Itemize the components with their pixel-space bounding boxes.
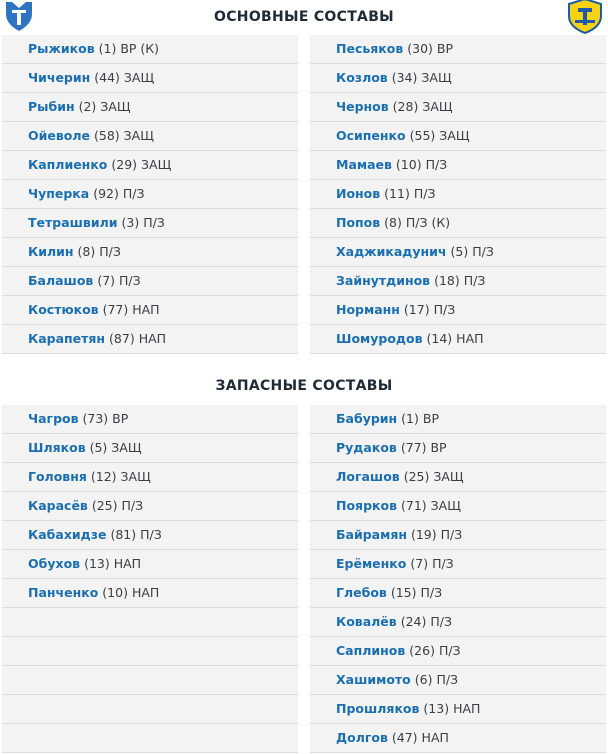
player-number: (3) — [121, 215, 140, 230]
player-position: П/З — [99, 244, 121, 259]
player-position: П/З — [119, 273, 141, 288]
player-position: П/З — [440, 527, 463, 542]
player-row — [310, 405, 606, 434]
player-number: (26) — [409, 643, 435, 658]
player-number: (24) — [400, 614, 427, 629]
player-position: П/З — [121, 498, 144, 513]
player-row — [310, 550, 606, 579]
player-position: П/З — [122, 186, 145, 201]
player-number: (12) — [90, 469, 117, 484]
player-row — [310, 151, 606, 180]
player-row — [2, 209, 298, 238]
player-row — [310, 724, 606, 753]
player-name-link[interactable]: Зайнутдинов — [336, 273, 431, 288]
player-position: ВР — [112, 411, 129, 426]
player-name-link[interactable]: Ойеволе — [28, 128, 90, 143]
player-position: П/З — [420, 585, 443, 600]
player-number: (10) — [102, 585, 128, 600]
player-row — [310, 521, 606, 550]
player-number: (14) — [426, 331, 453, 346]
player-position: П/З — [438, 643, 461, 658]
player-number: (34) — [391, 70, 418, 85]
player-number: (29) — [111, 157, 138, 172]
player-row — [2, 180, 298, 209]
player-position: НАП — [132, 302, 160, 317]
player-row — [2, 35, 298, 64]
player-number: (5) — [89, 440, 108, 455]
player-name-link[interactable]: Чернов — [336, 99, 389, 114]
empty-row — [2, 608, 298, 637]
player-position: ЗАЩ — [100, 99, 131, 114]
player-number: (13) — [84, 556, 110, 571]
player-number: (58) — [93, 128, 120, 143]
player-name-link[interactable]: Головня — [28, 469, 87, 484]
player-number: (47) — [391, 730, 418, 745]
player-number: (92) — [93, 186, 119, 201]
player-number: (30) — [407, 41, 433, 56]
player-name-link[interactable]: Обухов — [28, 556, 81, 571]
player-name-link[interactable]: Бабурин — [336, 411, 398, 426]
player-row — [310, 325, 606, 354]
player-row — [310, 180, 606, 209]
player-number: (1) — [401, 411, 419, 426]
substitutes-title: ЗАПАСНЫЕ СОСТАВЫ — [215, 378, 393, 394]
player-position: НАП — [131, 585, 160, 600]
player-position: П/З — [143, 215, 165, 230]
player-number: (15) — [390, 585, 417, 600]
player-row — [2, 521, 298, 550]
player-row — [310, 267, 606, 296]
player-position: ЗАЩ — [439, 128, 470, 143]
player-row — [2, 267, 298, 296]
player-row — [2, 434, 298, 463]
player-position: П/З — [463, 273, 486, 288]
substitutes-home — [2, 405, 298, 753]
player-row — [310, 35, 606, 64]
player-row — [310, 579, 606, 608]
player-position: П/З — [432, 556, 454, 571]
player-position: ЗАЩ — [123, 128, 154, 143]
empty-row — [2, 637, 298, 666]
player-number: (7) — [97, 273, 116, 288]
player-position: ЗАЩ — [111, 440, 142, 455]
player-row — [2, 550, 298, 579]
player-number: (71) — [401, 498, 427, 513]
player-number: (25) — [403, 469, 430, 484]
main-lineup-away — [310, 35, 606, 354]
player-row — [310, 296, 606, 325]
player-name-link[interactable]: Шляков — [28, 440, 86, 455]
player-position: П/З — [472, 244, 494, 259]
player-position: НАП — [453, 701, 481, 716]
empty-row — [2, 695, 298, 724]
player-number: (17) — [403, 302, 430, 317]
player-name-link[interactable]: Шомуродов — [336, 331, 423, 346]
player-number: (81) — [110, 527, 137, 542]
player-row — [2, 64, 298, 93]
player-number: (8) — [77, 244, 96, 259]
empty-row — [2, 724, 298, 753]
player-name-link[interactable]: Попов — [336, 215, 381, 230]
player-position: ЗАЩ — [421, 70, 452, 85]
player-name-link[interactable]: Прошляков — [336, 701, 420, 716]
player-name-link[interactable]: Каплиенко — [28, 157, 108, 172]
player-name-link[interactable]: Мамаев — [336, 157, 392, 172]
player-row — [310, 434, 606, 463]
player-row — [310, 64, 606, 93]
player-position: П/З — [436, 672, 459, 687]
player-position: НАП — [138, 331, 167, 346]
player-position: ВР — [436, 41, 454, 56]
player-name-link[interactable]: Хашимото — [336, 672, 411, 687]
player-row — [2, 238, 298, 267]
rostov-club-logo-icon — [566, 0, 604, 34]
empty-row — [2, 666, 298, 695]
player-name-link[interactable]: Ерёменко — [336, 556, 407, 571]
player-row — [2, 405, 298, 434]
player-position: ВР — [430, 440, 447, 455]
player-name-link[interactable]: Рыжиков — [28, 41, 95, 56]
player-row — [310, 122, 606, 151]
player-number: (19) — [410, 527, 437, 542]
player-row — [2, 325, 298, 354]
player-number: (25) — [91, 498, 118, 513]
player-name-link[interactable]: Ионов — [336, 186, 381, 201]
player-number: (10) — [395, 157, 422, 172]
player-name-link[interactable]: Логашов — [336, 469, 400, 484]
player-position: ВР (К) — [120, 41, 160, 56]
player-row — [310, 492, 606, 521]
player-position: ЗАЩ — [430, 498, 461, 513]
player-position: ЗАЩ — [141, 157, 172, 172]
player-position: ЗАЩ — [422, 99, 453, 114]
player-number: (28) — [392, 99, 419, 114]
player-row — [310, 209, 606, 238]
player-name-link[interactable]: Хаджикадунич — [336, 244, 447, 259]
player-number: (87) — [109, 331, 135, 346]
player-row — [310, 666, 606, 695]
player-name-link[interactable]: Ковалёв — [336, 614, 397, 629]
player-number: (5) — [450, 244, 469, 259]
player-position: П/З — [140, 527, 162, 542]
player-number: (2) — [78, 99, 97, 114]
player-row — [310, 695, 606, 724]
player-row — [2, 579, 298, 608]
player-row — [2, 492, 298, 521]
player-name-link[interactable]: Рыбин — [28, 99, 75, 114]
player-number: (1) — [98, 41, 117, 56]
player-row — [2, 122, 298, 151]
player-name-link[interactable]: Саплинов — [336, 643, 406, 658]
player-row — [310, 608, 606, 637]
player-number: (73) — [82, 411, 109, 426]
player-name-link[interactable]: Карапетян — [28, 331, 106, 346]
player-name-link[interactable]: Карасёв — [28, 498, 88, 513]
player-row — [2, 151, 298, 180]
player-name-link[interactable]: Долгов — [336, 730, 388, 745]
player-name-link[interactable]: Норманн — [336, 302, 400, 317]
player-name-link[interactable]: Чичерин — [28, 70, 91, 85]
player-name-link[interactable]: Осипенко — [336, 128, 406, 143]
player-row — [310, 238, 606, 267]
player-row — [2, 93, 298, 122]
player-number: (77) — [102, 302, 129, 317]
player-position: ЗАЩ — [433, 469, 464, 484]
player-row — [2, 463, 298, 492]
player-number: (7) — [410, 556, 429, 571]
player-position: П/З — [425, 157, 448, 172]
player-name-link[interactable]: Козлов — [336, 70, 388, 85]
player-position: НАП — [421, 730, 449, 745]
player-number: (13) — [423, 701, 450, 716]
player-name-link[interactable]: Поярков — [336, 498, 398, 513]
player-name-link[interactable]: Глебов — [336, 585, 387, 600]
player-name-link[interactable]: Чагров — [28, 411, 79, 426]
player-name-link[interactable]: Балашов — [28, 273, 94, 288]
player-name-link[interactable]: Кабахидзе — [28, 527, 107, 542]
player-position: НАП — [456, 331, 484, 346]
player-name-link[interactable]: Тетрашвили — [28, 215, 118, 230]
player-position: ЗАЩ — [123, 70, 155, 85]
player-row — [310, 463, 606, 492]
player-position: П/З (К) — [405, 215, 451, 230]
player-name-link[interactable]: Килин — [28, 244, 74, 259]
player-name-link[interactable]: Костюков — [28, 302, 99, 317]
player-number: (55) — [409, 128, 436, 143]
player-name-link[interactable]: Байрамян — [336, 527, 407, 542]
player-row — [310, 93, 606, 122]
substitutes-away — [310, 405, 606, 753]
player-number: (11) — [384, 186, 410, 201]
player-position: П/З — [433, 302, 456, 317]
player-name-link[interactable]: Рудаков — [336, 440, 397, 455]
player-position: П/З — [413, 186, 436, 201]
player-position: ЗАЩ — [120, 469, 151, 484]
player-number: (18) — [434, 273, 460, 288]
main-lineups-title: ОСНОВНЫЕ СОСТАВЫ — [214, 9, 394, 25]
player-name-link[interactable]: Панченко — [28, 585, 99, 600]
player-name-link[interactable]: Песьяков — [336, 41, 404, 56]
player-number: (77) — [400, 440, 427, 455]
player-number: (44) — [94, 70, 120, 85]
player-position: НАП — [113, 556, 142, 571]
main-lineup-home — [2, 35, 298, 354]
player-number: (6) — [414, 672, 433, 687]
player-position: П/З — [430, 614, 452, 629]
player-row — [2, 296, 298, 325]
player-number: (8) — [384, 215, 402, 230]
player-row — [310, 637, 606, 666]
player-position: ВР — [422, 411, 439, 426]
player-name-link[interactable]: Чуперка — [28, 186, 90, 201]
